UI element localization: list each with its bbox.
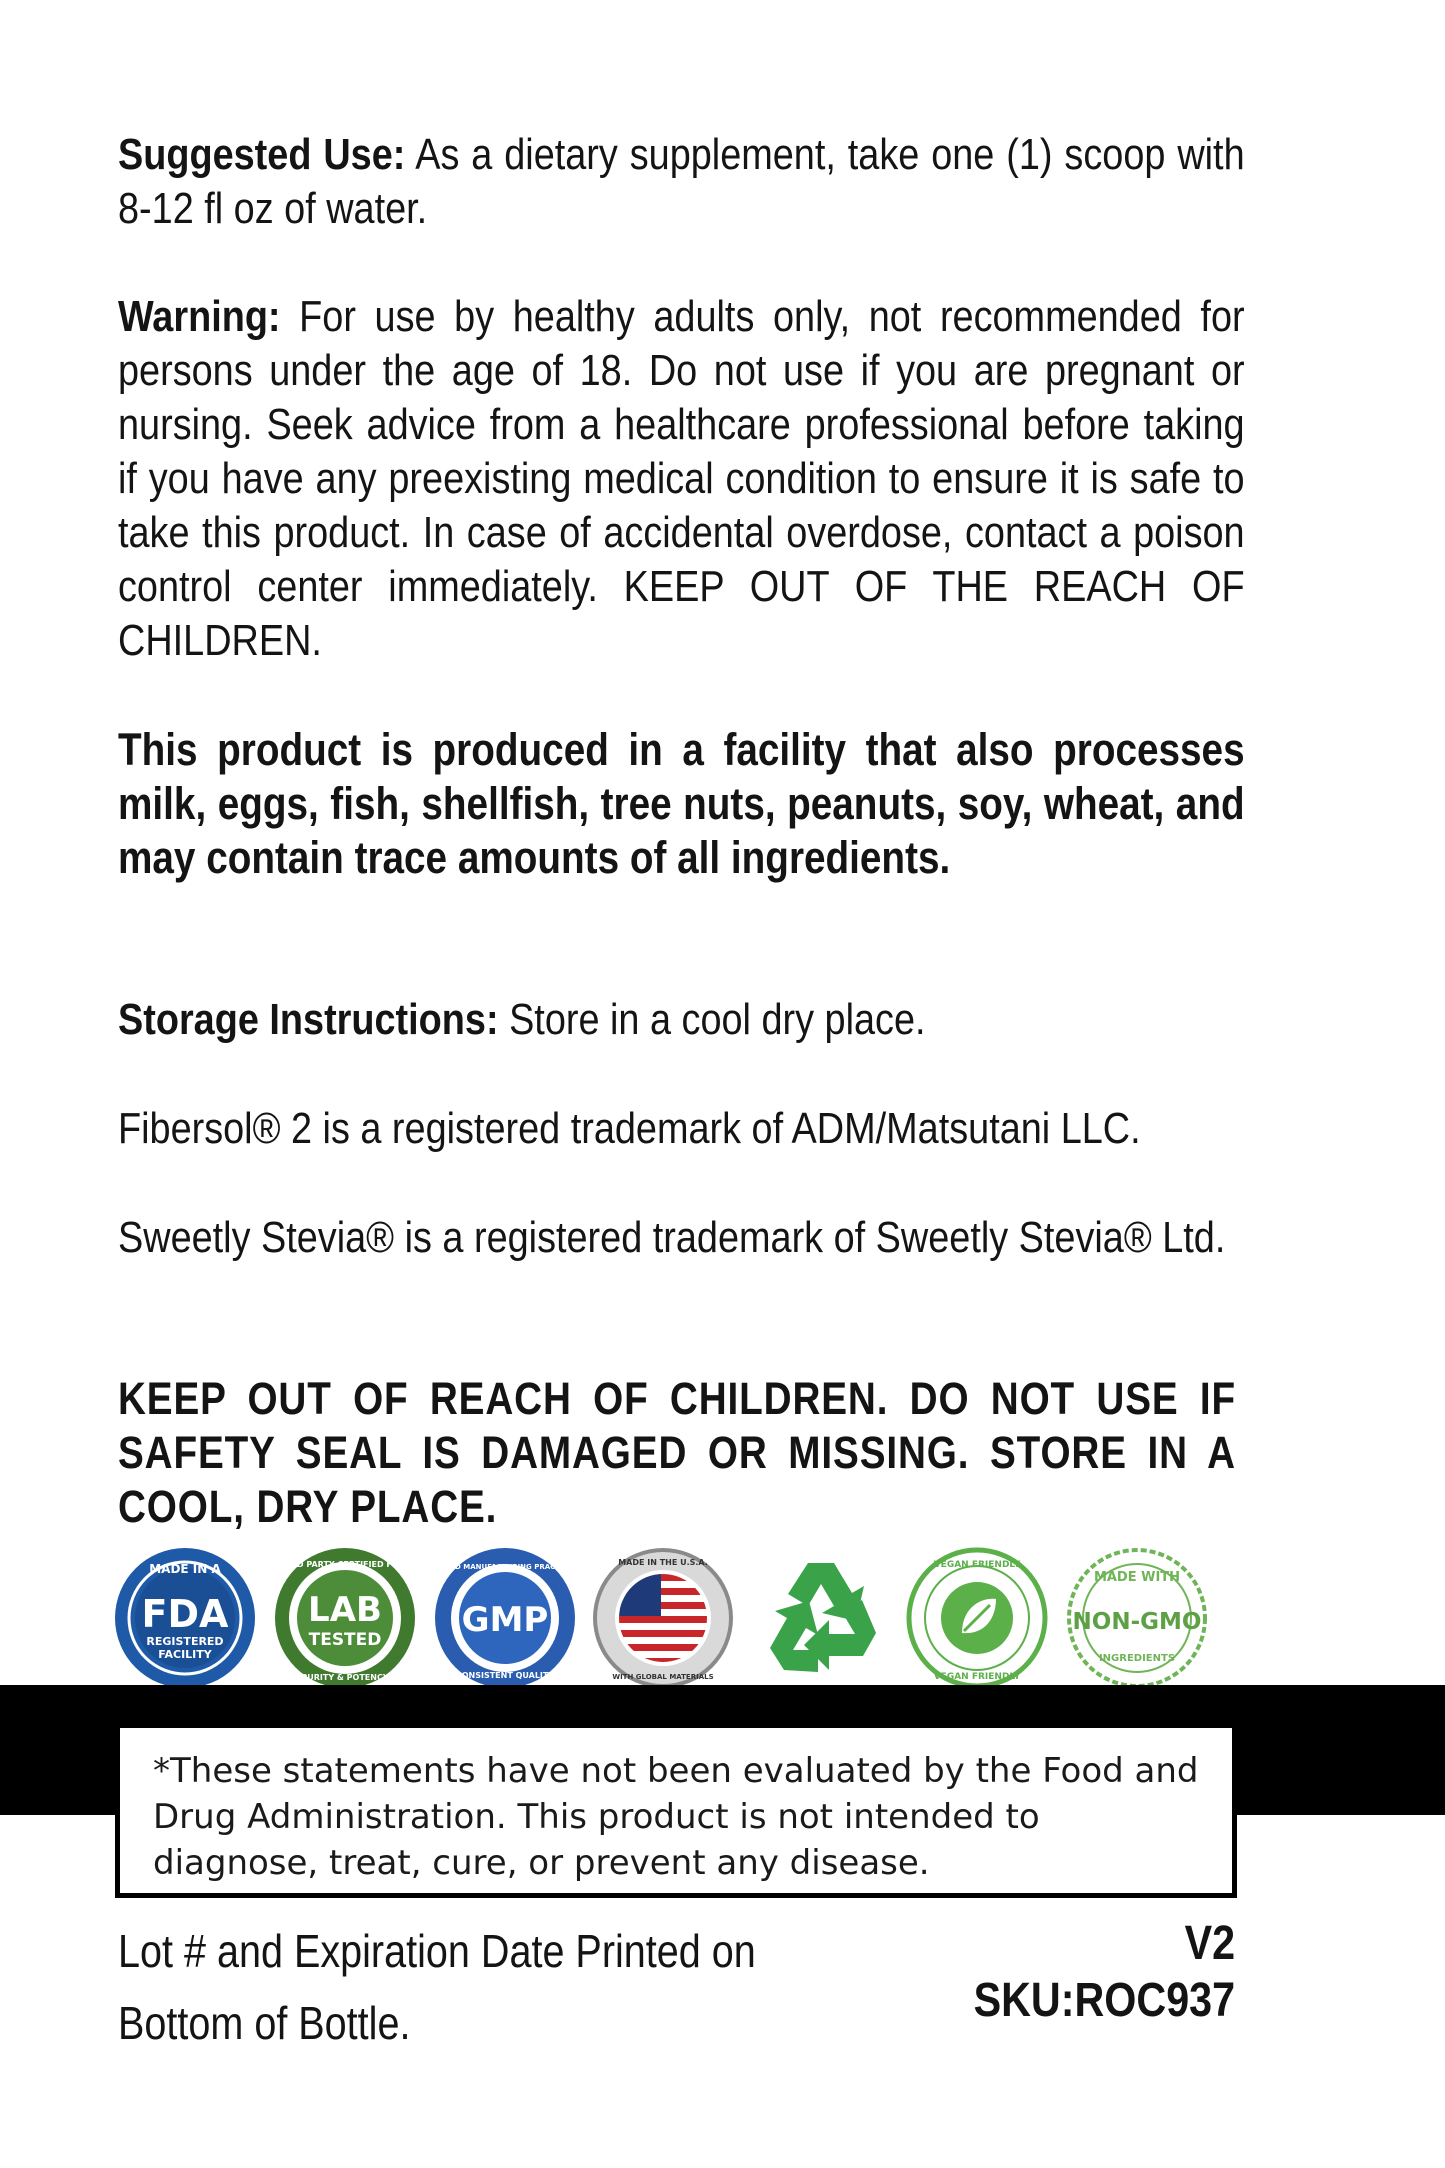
lot-line-1: Lot # and Expiration Date Printed on (118, 1925, 756, 1977)
trademark-fibersol: Fibersol® 2 is a registered trademark of ADM/Matsutani LLC. (118, 1104, 1141, 1153)
vegan-friendly-badge-icon (904, 1545, 1050, 1691)
vegan-badge-top: VEGAN FRIENDLY (933, 1560, 1021, 1570)
caps-warning-section (118, 1372, 1418, 1534)
fda-badge-sub2: FACILITY (158, 1648, 212, 1661)
lab-badge-top: 3RD PARTY CERTIFIED FOR (285, 1560, 405, 1569)
nongmo-badge-top: MADE WITH (1093, 1570, 1181, 1585)
trademark-stevia-section (118, 1211, 1428, 1265)
nongmo-badge-bottom: INGREDIENTS (1098, 1653, 1176, 1664)
certification-badges (112, 1545, 1242, 1695)
gmp-badge-icon (432, 1545, 578, 1691)
sku-label: SKU:ROC937 (973, 1974, 1235, 2027)
trademark-stevia: Sweetly Stevia® is a registered trademark of Sweetly Stevia® Ltd. (118, 1213, 1226, 1262)
fda-badge-top: MADE IN A (149, 1562, 221, 1576)
vegan-badge-bottom: VEGAN FRIENDLY (933, 1672, 1021, 1682)
storage-text: Store in a cool dry place. (509, 995, 926, 1044)
usa-badge-top: MADE IN THE U.S.A. (618, 1558, 708, 1567)
caps-warning: KEEP OUT OF REACH OF CHILDREN. DO NOT USE IF SAFETY SEAL IS DAMAGED OR MISSING. STORE IN A COOL, DRY PLACE. (118, 1373, 1236, 1532)
lot-line-2: Bottom of Bottle. (118, 1997, 411, 2049)
gmp-badge-top: GOOD MANUFACTURING PRACTICE (437, 1563, 573, 1571)
version-label: V2 (1184, 1917, 1235, 1970)
storage-section (118, 993, 1428, 1047)
suggested-use-label: Suggested Use: (118, 130, 406, 179)
usa-badge-bottom: WITH GLOBAL MATERIALS (612, 1673, 714, 1681)
lot-expiration-note (118, 1915, 860, 2059)
warning-label: Warning: (118, 292, 281, 341)
storage-label: Storage Instructions: (118, 995, 499, 1044)
lab-badge-bottom: PURITY & POTENCY (301, 1673, 389, 1682)
suggested-use-text: As a dietary supplement, take one (1) scoop with 8-12 fl oz of water. (118, 130, 1245, 233)
gmp-badge-bottom: CONSISTENT QUALITY (455, 1671, 555, 1680)
allergen-notice: This product is produced in a facility that also processes milk, eggs, fish, shellfish, tree nuts, peanuts, soy, wheat, and may contain trace amounts of all ingredients. (118, 724, 1245, 883)
fda-disclaimer-text: *These statements have not been evaluated by the Food and Drug Administration. This product is not intended to diagnose, treat, cure, or prevent any disease. (153, 1751, 1199, 1883)
lab-tested-badge-icon (272, 1545, 418, 1691)
made-in-usa-badge-icon (590, 1545, 736, 1691)
lab-badge-sub: TESTED (308, 1630, 382, 1650)
gmp-badge-main: GMP (461, 1600, 549, 1640)
suggested-use-section (118, 128, 1428, 236)
warning-text: For use by healthy adults only, not recommended for persons under the age of 18. Do not use if you are pregnant or nursing. Seek advice from a healthcare professional before taking if you have any preexisting medical condition to ensure it is safe to take this product. In case of accidental overdose, contact a poison control center immediately. KEEP OUT OF THE REACH OF CHILDREN. (118, 292, 1245, 665)
recycle-icon (748, 1545, 894, 1691)
allergen-section (118, 723, 1428, 885)
fda-badge-main: FDA (141, 1592, 229, 1636)
warning-section (118, 290, 1428, 668)
fda-badge-sub1: REGISTERED (146, 1635, 224, 1648)
fda-badge-icon (112, 1545, 258, 1691)
fda-disclaimer-box (115, 1723, 1237, 1898)
lab-badge-main: LAB (308, 1590, 382, 1630)
non-gmo-badge-icon (1064, 1545, 1210, 1691)
trademark-fibersol-section (118, 1102, 1428, 1156)
nongmo-badge-main: NON-GMO (1072, 1609, 1202, 1635)
version-sku-block (931, 1915, 1235, 2029)
